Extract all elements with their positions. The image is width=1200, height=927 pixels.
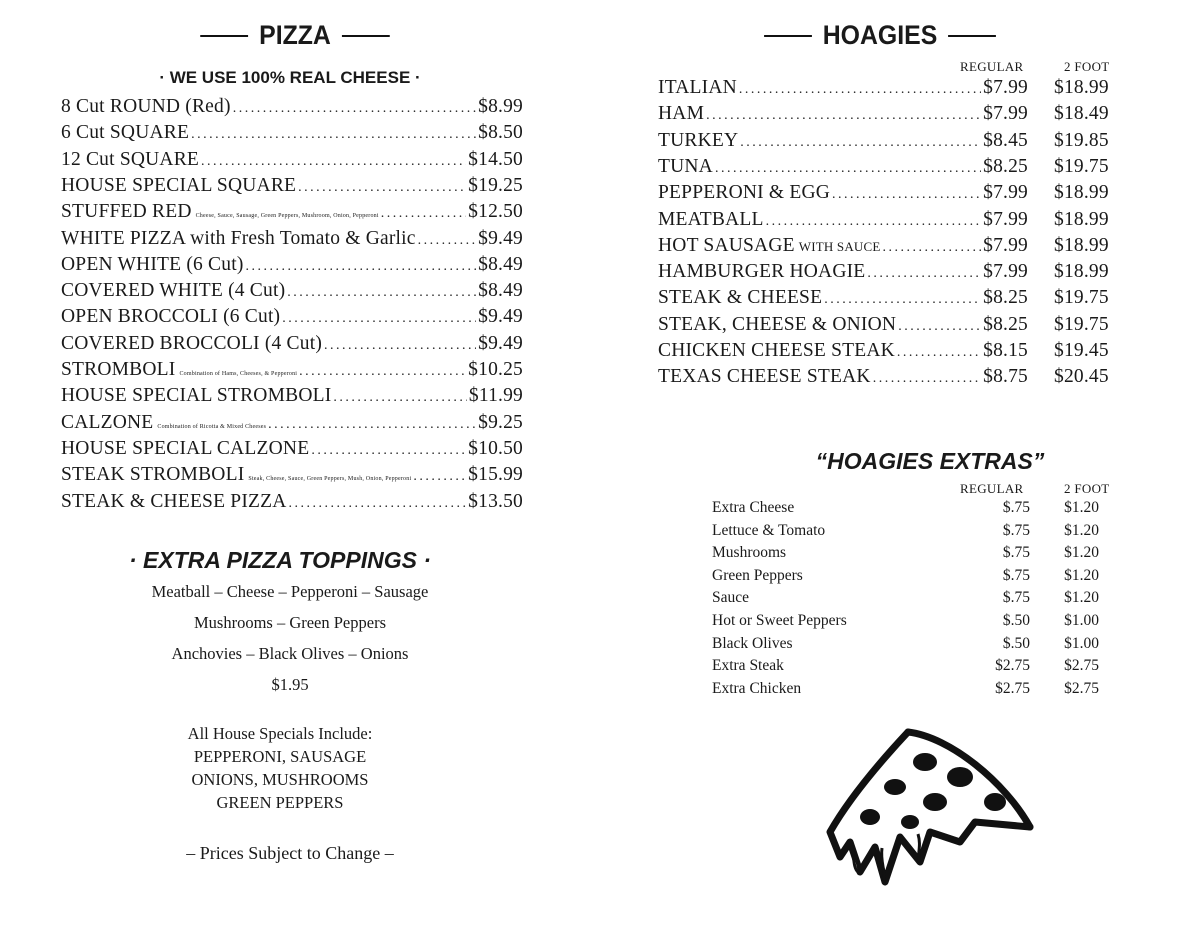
hoagie-item: [658, 340, 1109, 362]
heading-rule-left: [200, 35, 248, 37]
leader-dots: [289, 491, 467, 513]
item-name: OPEN WHITE (6 Cut): [61, 253, 244, 275]
item-note: Combination of Ricotta & Mixed Cheeses: [157, 423, 267, 430]
extra-item: [712, 680, 1112, 700]
pizza-item: [61, 201, 523, 223]
item-name: HAM: [658, 103, 705, 125]
extra-name: Sauce: [712, 589, 750, 607]
item-name: HAMBURGER HOAGIE: [658, 261, 866, 283]
pizza-heading: [198, 20, 391, 51]
extra-regular-price: $.50: [1002, 634, 1030, 652]
leader-dots: [201, 149, 466, 171]
regular-price: $8.75: [983, 366, 1028, 388]
item-name: WHITE PIZZA with Fresh Tomato & Garlic: [61, 227, 416, 249]
item-name: CHICKEN CHEESE STEAK: [658, 340, 895, 361]
item-name: PEPPERONI & EGG: [658, 182, 831, 204]
extra-item: [712, 635, 1112, 655]
regular-price: $8.25: [983, 287, 1028, 309]
two-foot-price: $19.75: [1054, 287, 1109, 309]
extra-item: [712, 612, 1112, 632]
two-foot-price: $18.99: [1054, 182, 1109, 204]
item-price: $13.50: [468, 490, 523, 512]
extra-regular-price: $.75: [1002, 566, 1030, 584]
item-price: $15.99: [468, 464, 523, 486]
leader-dots: [333, 385, 466, 407]
hoagie-item: [658, 261, 1109, 283]
pizza-item: [61, 333, 523, 355]
regular-price: $8.45: [983, 129, 1028, 151]
hoagie-item: [658, 208, 1109, 231]
item-price: $9.49: [478, 306, 523, 328]
item-price: $8.50: [478, 122, 523, 144]
hoagies-title: HOAGIES: [822, 20, 938, 50]
pizza-item: [61, 254, 523, 276]
pizza-item: [61, 122, 523, 144]
item-name: HOUSE SPECIAL SQUARE: [61, 174, 297, 196]
hoagie-item: [658, 182, 1109, 204]
leader-dots: [324, 333, 476, 355]
pizza-item: [61, 175, 523, 197]
house-special-line: GREEN PEPPERS: [216, 793, 344, 812]
extra-two-foot-price: $1.20: [1064, 499, 1099, 516]
leader-dots: [897, 340, 981, 362]
pizza-title: PIZZA: [259, 20, 331, 50]
extra-name: Hot or Sweet Peppers: [712, 612, 847, 629]
regular-price: $7.99: [983, 261, 1028, 283]
topping-line: $1.95: [271, 675, 309, 694]
item-price: $8.99: [478, 96, 523, 117]
heading-rule-right: [342, 35, 390, 37]
item-name: 8 Cut ROUND (Red): [61, 96, 231, 117]
extra-regular-price: $.75: [1002, 521, 1030, 539]
pizza-subtitle: · WE USE 100% REAL CHEESE ·: [159, 68, 421, 87]
leader-dots: [418, 228, 476, 250]
extra-item: [712, 499, 1112, 519]
pizza-item: [61, 491, 523, 513]
extras-title: “HOAGIES EXTRAS”: [815, 448, 1045, 474]
leader-dots: [413, 464, 466, 486]
item-name: COVERED BROCCOLI (4 Cut): [61, 332, 323, 354]
extra-two-foot-price: $1.00: [1064, 634, 1099, 652]
item-name: TURKEY: [658, 129, 739, 151]
item-price: $10.50: [468, 437, 523, 459]
item-price: $10.25: [468, 359, 523, 380]
item-name: STEAK, CHEESE & ONION: [658, 313, 897, 335]
topping-line: Anchovies – Black Olives – Onions: [171, 644, 409, 663]
item-name: HOUSE SPECIAL STROMBOLI: [61, 385, 332, 407]
leader-dots: [268, 412, 476, 434]
extra-regular-price: $.75: [1002, 544, 1030, 562]
pizza-item: [61, 96, 523, 118]
regular-price: $7.99: [983, 103, 1028, 125]
regular-price: $7.99: [983, 182, 1028, 204]
item-name: 12 Cut SQUARE: [61, 148, 200, 170]
item-note: Steak, Cheese, Sauce, Green Peppers, Mush, Onion, Pepperoni: [248, 476, 412, 483]
pizza-item: [61, 385, 523, 407]
pizza-item: [61, 438, 523, 460]
leader-dots: [740, 130, 981, 152]
item-name: OPEN BROCCOLI (6 Cut): [61, 306, 281, 328]
two-foot-price: $20.45: [1054, 366, 1109, 388]
leader-dots: [298, 175, 466, 197]
extra-regular-price: $.75: [1002, 499, 1030, 516]
extra-name: Black Olives: [712, 634, 793, 652]
pizza-item: [61, 280, 523, 302]
item-name: ITALIAN: [658, 77, 737, 98]
leader-dots: [381, 201, 466, 223]
item-price: $9.49: [478, 227, 523, 249]
extra-name: Extra Steak: [712, 657, 784, 675]
extra-two-foot-price: $1.00: [1064, 612, 1099, 629]
extra-regular-price: $2.75: [995, 657, 1030, 675]
two-foot-price: $18.49: [1054, 103, 1109, 125]
hoagie-item: [658, 287, 1109, 309]
two-foot-price: $18.99: [1054, 234, 1109, 256]
leader-dots: [873, 366, 981, 388]
leader-dots: [832, 182, 981, 204]
regular-price: $7.99: [983, 234, 1028, 256]
item-name: STEAK STROMBOLI: [61, 464, 245, 486]
house-special-line: PEPPERONI, SAUSAGE: [193, 747, 367, 766]
pizza-item: [61, 228, 523, 250]
house-special-line: ONIONS, MUSHROOMS: [191, 770, 369, 789]
extras-col-regular: REGULAR: [960, 481, 1024, 496]
leader-dots: [824, 287, 981, 309]
extra-two-foot-price: $1.20: [1064, 521, 1099, 539]
hoagies-heading: [760, 20, 999, 51]
leader-dots: [883, 235, 982, 257]
leader-dots: [282, 306, 476, 328]
two-foot-price: $19.75: [1054, 313, 1109, 335]
extra-item: [712, 522, 1112, 542]
item-name: MEATBALL: [658, 208, 764, 230]
leader-dots: [191, 122, 476, 144]
extra-two-foot-price: $1.20: [1064, 589, 1099, 607]
leader-dots: [867, 261, 981, 283]
leader-dots: [311, 438, 466, 460]
leader-dots: [766, 209, 982, 231]
hoagie-item: [658, 77, 1109, 99]
extra-regular-price: $2.75: [995, 679, 1030, 697]
pizza-item: [61, 149, 523, 171]
extra-item: [712, 589, 1112, 609]
leader-dots: [299, 359, 466, 381]
leader-dots: [739, 77, 981, 99]
pizza-item: [61, 359, 523, 381]
item-note: Cheese, Sauce, Sausage, Green Peppers, Mushroom, Onion, Pepperoni: [195, 213, 379, 220]
leader-dots: [233, 96, 476, 118]
item-name: HOUSE SPECIAL CALZONE: [61, 437, 310, 459]
pizza-slice-icon: [810, 722, 1040, 897]
two-foot-price: $18.99: [1054, 208, 1109, 230]
item-price: $19.25: [468, 174, 523, 196]
extra-regular-price: $.50: [1002, 612, 1030, 629]
extra-regular-price: $.75: [1002, 589, 1030, 607]
two-foot-price: $19.85: [1054, 129, 1109, 151]
extra-two-foot-price: $2.75: [1064, 679, 1099, 697]
item-price: $8.49: [478, 280, 523, 302]
item-name: STUFFED RED: [61, 201, 192, 223]
leader-dots: [287, 280, 476, 302]
item-price: $14.50: [468, 148, 523, 170]
extra-name: Extra Cheese: [712, 499, 795, 516]
topping-line: Meatball – Cheese – Pepperoni – Sausage: [151, 582, 429, 601]
item-price: $12.50: [468, 201, 523, 223]
hoagie-item: [658, 366, 1109, 388]
pizza-item: [61, 412, 523, 434]
item-price: $11.99: [468, 385, 523, 407]
pizza-item: [61, 464, 523, 486]
house-special-line: All House Specials Include:: [187, 724, 373, 743]
extra-two-foot-price: $1.20: [1064, 544, 1099, 562]
pizza-item: [61, 306, 523, 328]
leader-dots: [715, 156, 981, 178]
hoagie-item: [658, 234, 1109, 257]
regular-price: $8.15: [983, 340, 1028, 361]
price-disclaimer: – Prices Subject to Change –: [186, 843, 394, 863]
hoagie-item: [658, 129, 1109, 152]
extra-item: [712, 567, 1112, 587]
item-price: $8.49: [478, 253, 523, 275]
leader-dots: [706, 103, 981, 125]
item-name: HOT SAUSAGE: [658, 234, 795, 256]
hoagie-item: [658, 103, 1109, 125]
regular-price: $7.99: [983, 77, 1028, 98]
regular-price: $7.99: [983, 208, 1028, 230]
extra-item: [712, 544, 1112, 564]
extra-name: Green Peppers: [712, 566, 803, 584]
extra-name: Extra Chicken: [712, 679, 802, 697]
leader-dots: [898, 314, 981, 336]
extra-name: Mushrooms: [712, 544, 787, 562]
item-price: $9.49: [478, 332, 523, 354]
regular-price: $8.25: [983, 155, 1028, 177]
topping-line: Mushrooms – Green Peppers: [193, 613, 386, 632]
item-note: WITH SAUCE: [798, 238, 881, 254]
item-price: $9.25: [478, 411, 523, 433]
two-foot-price: $18.99: [1054, 77, 1109, 98]
item-name: TUNA: [658, 155, 713, 177]
item-name: TEXAS CHEESE STEAK: [658, 366, 871, 388]
item-name: COVERED WHITE (4 Cut): [61, 280, 286, 302]
two-foot-price: $18.99: [1054, 261, 1109, 283]
hoagies-col-regular: REGULAR: [960, 59, 1024, 74]
heading-rule-left: [764, 35, 812, 37]
extras-col-2foot: 2 FOOT: [1064, 481, 1110, 496]
toppings-title: · EXTRA PIZZA TOPPINGS ·: [129, 547, 431, 573]
item-name: STEAK & CHEESE PIZZA: [61, 490, 287, 512]
item-name: 6 Cut SQUARE: [61, 122, 190, 144]
item-note: Combination of Hams, Cheeses, & Pepperoni: [179, 371, 298, 377]
hoagies-col-2foot: 2 FOOT: [1064, 59, 1110, 74]
heading-rule-right: [948, 35, 996, 37]
extra-two-foot-price: $1.20: [1064, 566, 1099, 584]
item-name: STROMBOLI: [61, 359, 176, 380]
leader-dots: [246, 254, 477, 276]
hoagie-item: [658, 313, 1109, 336]
item-name: STEAK & CHEESE: [658, 287, 823, 309]
two-foot-price: $19.75: [1054, 155, 1109, 177]
two-foot-price: $19.45: [1054, 340, 1109, 361]
extra-name: Lettuce & Tomato: [712, 521, 826, 539]
hoagie-item: [658, 155, 1109, 178]
extra-item: [712, 657, 1112, 677]
regular-price: $8.25: [983, 313, 1028, 335]
item-name: CALZONE: [61, 411, 154, 433]
extra-two-foot-price: $2.75: [1064, 657, 1099, 675]
